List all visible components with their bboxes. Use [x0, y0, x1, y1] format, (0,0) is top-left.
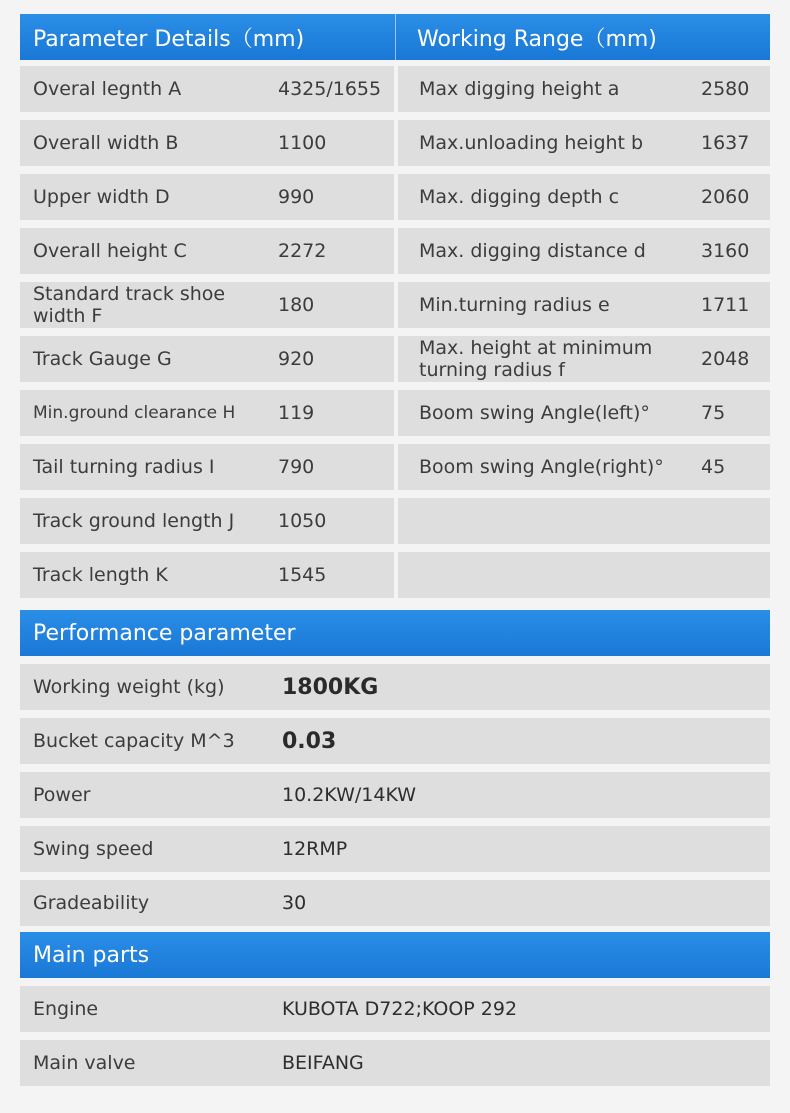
- param-label: Track Gauge G: [20, 336, 265, 382]
- param-label: Min.ground clearance H: [20, 390, 265, 436]
- performance-value: 12RMP: [282, 826, 770, 872]
- range-label: Max digging height a: [398, 66, 688, 112]
- table-row: [20, 552, 770, 598]
- range-value: 1637: [688, 120, 770, 166]
- range-value: [688, 552, 770, 598]
- range-label: Boom swing Angle(right)°: [398, 444, 688, 490]
- performance-label: Swing speed: [20, 826, 282, 872]
- param-value: 119: [265, 390, 394, 436]
- param-value: 990: [265, 174, 394, 220]
- range-label: Boom swing Angle(left)°: [398, 390, 688, 436]
- performance-value: 30: [282, 880, 770, 926]
- param-label: Tail turning radius I: [20, 444, 265, 490]
- param-value: 1545: [265, 552, 394, 598]
- param-label: Standard track shoe width F: [20, 282, 265, 328]
- range-value: 3160: [688, 228, 770, 274]
- range-label: Max. height at minimum turning radius f: [398, 336, 688, 382]
- part-label: Engine: [20, 986, 282, 1032]
- table-row: [20, 444, 770, 490]
- param-label: Upper width D: [20, 174, 265, 220]
- parameter-details-heading: Parameter Details（mm): [33, 26, 305, 52]
- param-value: 1100: [265, 120, 394, 166]
- performance-label: Working weight (kg): [20, 664, 282, 710]
- range-label: [398, 552, 688, 598]
- param-label: Overall height C: [20, 228, 265, 274]
- spec-table-header: [20, 14, 770, 60]
- range-value: 1711: [688, 282, 770, 328]
- range-value: 75: [688, 390, 770, 436]
- range-label: Max.unloading height b: [398, 120, 688, 166]
- param-label: Track length K: [20, 552, 265, 598]
- table-row: [20, 498, 770, 544]
- performance-heading: Performance parameter: [33, 620, 296, 646]
- table-row: [20, 390, 770, 436]
- range-label: Min.turning radius e: [398, 282, 688, 328]
- table-row: [20, 986, 770, 1032]
- part-label: Main valve: [20, 1040, 282, 1086]
- performance-label: Gradeability: [20, 880, 282, 926]
- table-row: [20, 1040, 770, 1086]
- main-parts-header: [20, 932, 770, 978]
- param-value: 920: [265, 336, 394, 382]
- table-row: [20, 282, 770, 328]
- range-label: [398, 498, 688, 544]
- performance-value: 0.03: [282, 718, 770, 764]
- param-value: 180: [265, 282, 394, 328]
- range-value: 45: [688, 444, 770, 490]
- part-value: KUBOTA D722;KOOP 292: [282, 986, 770, 1032]
- table-row: [20, 880, 770, 926]
- table-row: [20, 66, 770, 112]
- performance-label: Bucket capacity M^3: [20, 718, 282, 764]
- range-value: 2060: [688, 174, 770, 220]
- param-label: Overal legnth A: [20, 66, 265, 112]
- range-value: 2048: [688, 336, 770, 382]
- range-label: Max. digging distance d: [398, 228, 688, 274]
- table-row: [20, 826, 770, 872]
- table-row: [20, 664, 770, 710]
- performance-label: Power: [20, 772, 282, 818]
- table-row: [20, 120, 770, 166]
- param-value: 4325/1655: [265, 66, 394, 112]
- performance-value: 1800KG: [282, 664, 770, 710]
- working-range-heading: Working Range（mm): [417, 26, 657, 52]
- table-row: [20, 718, 770, 764]
- table-row: [20, 336, 770, 382]
- main-parts-heading: Main parts: [33, 942, 150, 968]
- range-value: 2580: [688, 66, 770, 112]
- param-value: 2272: [265, 228, 394, 274]
- param-label: Track ground length J: [20, 498, 265, 544]
- performance-header: [20, 610, 770, 656]
- part-value: BEIFANG: [282, 1040, 770, 1086]
- range-label: Max. digging depth c: [398, 174, 688, 220]
- table-row: [20, 228, 770, 274]
- table-row: [20, 174, 770, 220]
- range-value: [688, 498, 770, 544]
- param-label: Overall width B: [20, 120, 265, 166]
- param-value: 1050: [265, 498, 394, 544]
- table-row: [20, 772, 770, 818]
- performance-value: 10.2KW/14KW: [282, 772, 770, 818]
- param-value: 790: [265, 444, 394, 490]
